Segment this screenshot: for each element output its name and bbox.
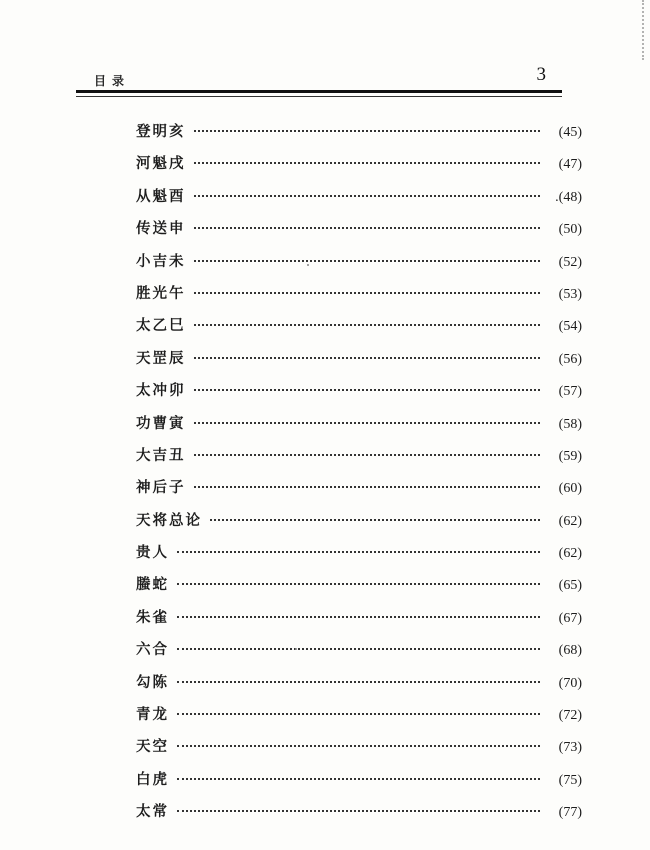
toc-entry-title: 太乙巳 — [136, 318, 186, 335]
toc-entry-page: (62) — [558, 513, 582, 529]
dot-leader — [194, 389, 541, 391]
table-of-contents — [136, 120, 582, 833]
dot-leader — [194, 130, 541, 132]
toc-entry-title: 从魁酉 — [136, 188, 186, 205]
toc-entry-page: (72) — [558, 708, 582, 724]
toc-entry-title: 胜光午 — [136, 285, 186, 302]
dot-leader — [177, 810, 540, 812]
scan-speck — [307, 264, 309, 266]
toc-entry-page: (45) — [558, 125, 582, 140]
dot-leader — [177, 583, 540, 585]
toc-entry[interactable] — [136, 185, 582, 217]
toc-entry-page: (50) — [558, 222, 582, 238]
toc-entry-page: (52) — [558, 254, 582, 270]
dot-leader — [194, 357, 541, 359]
dot-leader — [177, 681, 540, 683]
toc-entry-title: 天将总论 — [136, 512, 202, 529]
toc-entry-page: (59) — [558, 448, 582, 464]
toc-entry[interactable] — [136, 606, 582, 638]
toc-entry[interactable] — [136, 444, 582, 476]
dot-leader — [177, 648, 540, 650]
header-rule-thin — [76, 96, 562, 97]
dot-leader — [210, 519, 540, 521]
dot-leader — [194, 324, 541, 326]
toc-entry[interactable] — [136, 120, 582, 152]
toc-entry[interactable] — [136, 573, 582, 605]
toc-entry-page: (73) — [558, 740, 582, 756]
toc-entry-title: 朱雀 — [136, 609, 169, 626]
toc-entry-page: (62) — [558, 546, 582, 562]
toc-entry-page: (60) — [558, 481, 582, 497]
toc-entry-page: (56) — [558, 351, 582, 367]
binding-edge-marks — [628, 0, 644, 60]
toc-entry-title: 螣蛇 — [136, 577, 169, 594]
toc-entry-page: (67) — [558, 610, 582, 626]
dot-leader — [194, 260, 541, 262]
dot-leader — [194, 486, 541, 488]
toc-entry-title: 贵人 — [136, 545, 169, 562]
toc-entry-page: .(48) — [555, 189, 582, 205]
toc-entry-title: 天空 — [136, 739, 169, 756]
toc-entry-page: (70) — [558, 675, 582, 691]
toc-entry[interactable] — [136, 509, 582, 541]
toc-entry-title: 小吉未 — [136, 253, 186, 270]
dot-leader — [194, 227, 541, 229]
dot-leader — [177, 551, 540, 553]
toc-entry-page: (75) — [558, 772, 582, 788]
toc-entry-title: 河魁戌 — [136, 156, 186, 173]
dot-leader — [194, 195, 541, 197]
toc-entry[interactable] — [136, 735, 582, 767]
toc-entry-page: (77) — [558, 805, 582, 821]
dot-leader — [194, 454, 541, 456]
toc-entry[interactable] — [136, 638, 582, 670]
toc-entry-page: (54) — [558, 319, 582, 335]
page-number: 3 — [536, 64, 546, 85]
toc-entry[interactable] — [136, 347, 582, 379]
toc-entry[interactable] — [136, 379, 582, 411]
dot-leader — [177, 778, 540, 780]
toc-entry[interactable] — [136, 800, 582, 832]
toc-entry[interactable] — [136, 703, 582, 735]
dot-leader — [194, 292, 541, 294]
toc-entry[interactable] — [136, 541, 582, 573]
toc-entry[interactable] — [136, 250, 582, 282]
toc-entry[interactable] — [136, 282, 582, 314]
toc-entry-title: 神后子 — [136, 480, 186, 497]
toc-entry-title: 太冲卯 — [136, 383, 186, 400]
toc-entry-title: 青龙 — [136, 707, 169, 724]
toc-entry-page: (58) — [558, 416, 582, 432]
toc-entry[interactable] — [136, 476, 582, 508]
toc-entry-title: 六合 — [136, 642, 169, 659]
header-rule — [76, 90, 562, 93]
toc-entry-title: 勾陈 — [136, 674, 169, 691]
toc-entry-title: 白虎 — [136, 771, 169, 788]
toc-entry-title: 传送申 — [136, 221, 186, 238]
toc-entry[interactable] — [136, 217, 582, 249]
dot-leader — [194, 162, 541, 164]
toc-entry-title: 天罡辰 — [136, 350, 186, 367]
dot-leader — [177, 745, 540, 747]
toc-entry-page: (65) — [558, 578, 582, 594]
dot-leader — [194, 422, 541, 424]
section-label: 目录 — [94, 74, 131, 88]
toc-entry-title: 太常 — [136, 804, 169, 821]
toc-entry-title: 大吉丑 — [136, 447, 186, 464]
dot-leader — [177, 616, 540, 618]
toc-entry[interactable] — [136, 152, 582, 184]
toc-entry-page: (57) — [558, 384, 582, 400]
toc-entry[interactable] — [136, 768, 582, 800]
toc-entry-page: (68) — [558, 643, 582, 659]
toc-entry-page: (47) — [558, 157, 582, 173]
toc-entry[interactable] — [136, 412, 582, 444]
toc-entry-title: 功曹寅 — [136, 415, 186, 432]
dot-leader — [177, 713, 540, 715]
toc-entry-page: (53) — [558, 286, 582, 302]
scan-speck — [295, 648, 297, 650]
toc-entry[interactable] — [136, 314, 582, 346]
toc-entry-title: 登明亥 — [136, 124, 186, 140]
toc-entry[interactable] — [136, 671, 582, 703]
